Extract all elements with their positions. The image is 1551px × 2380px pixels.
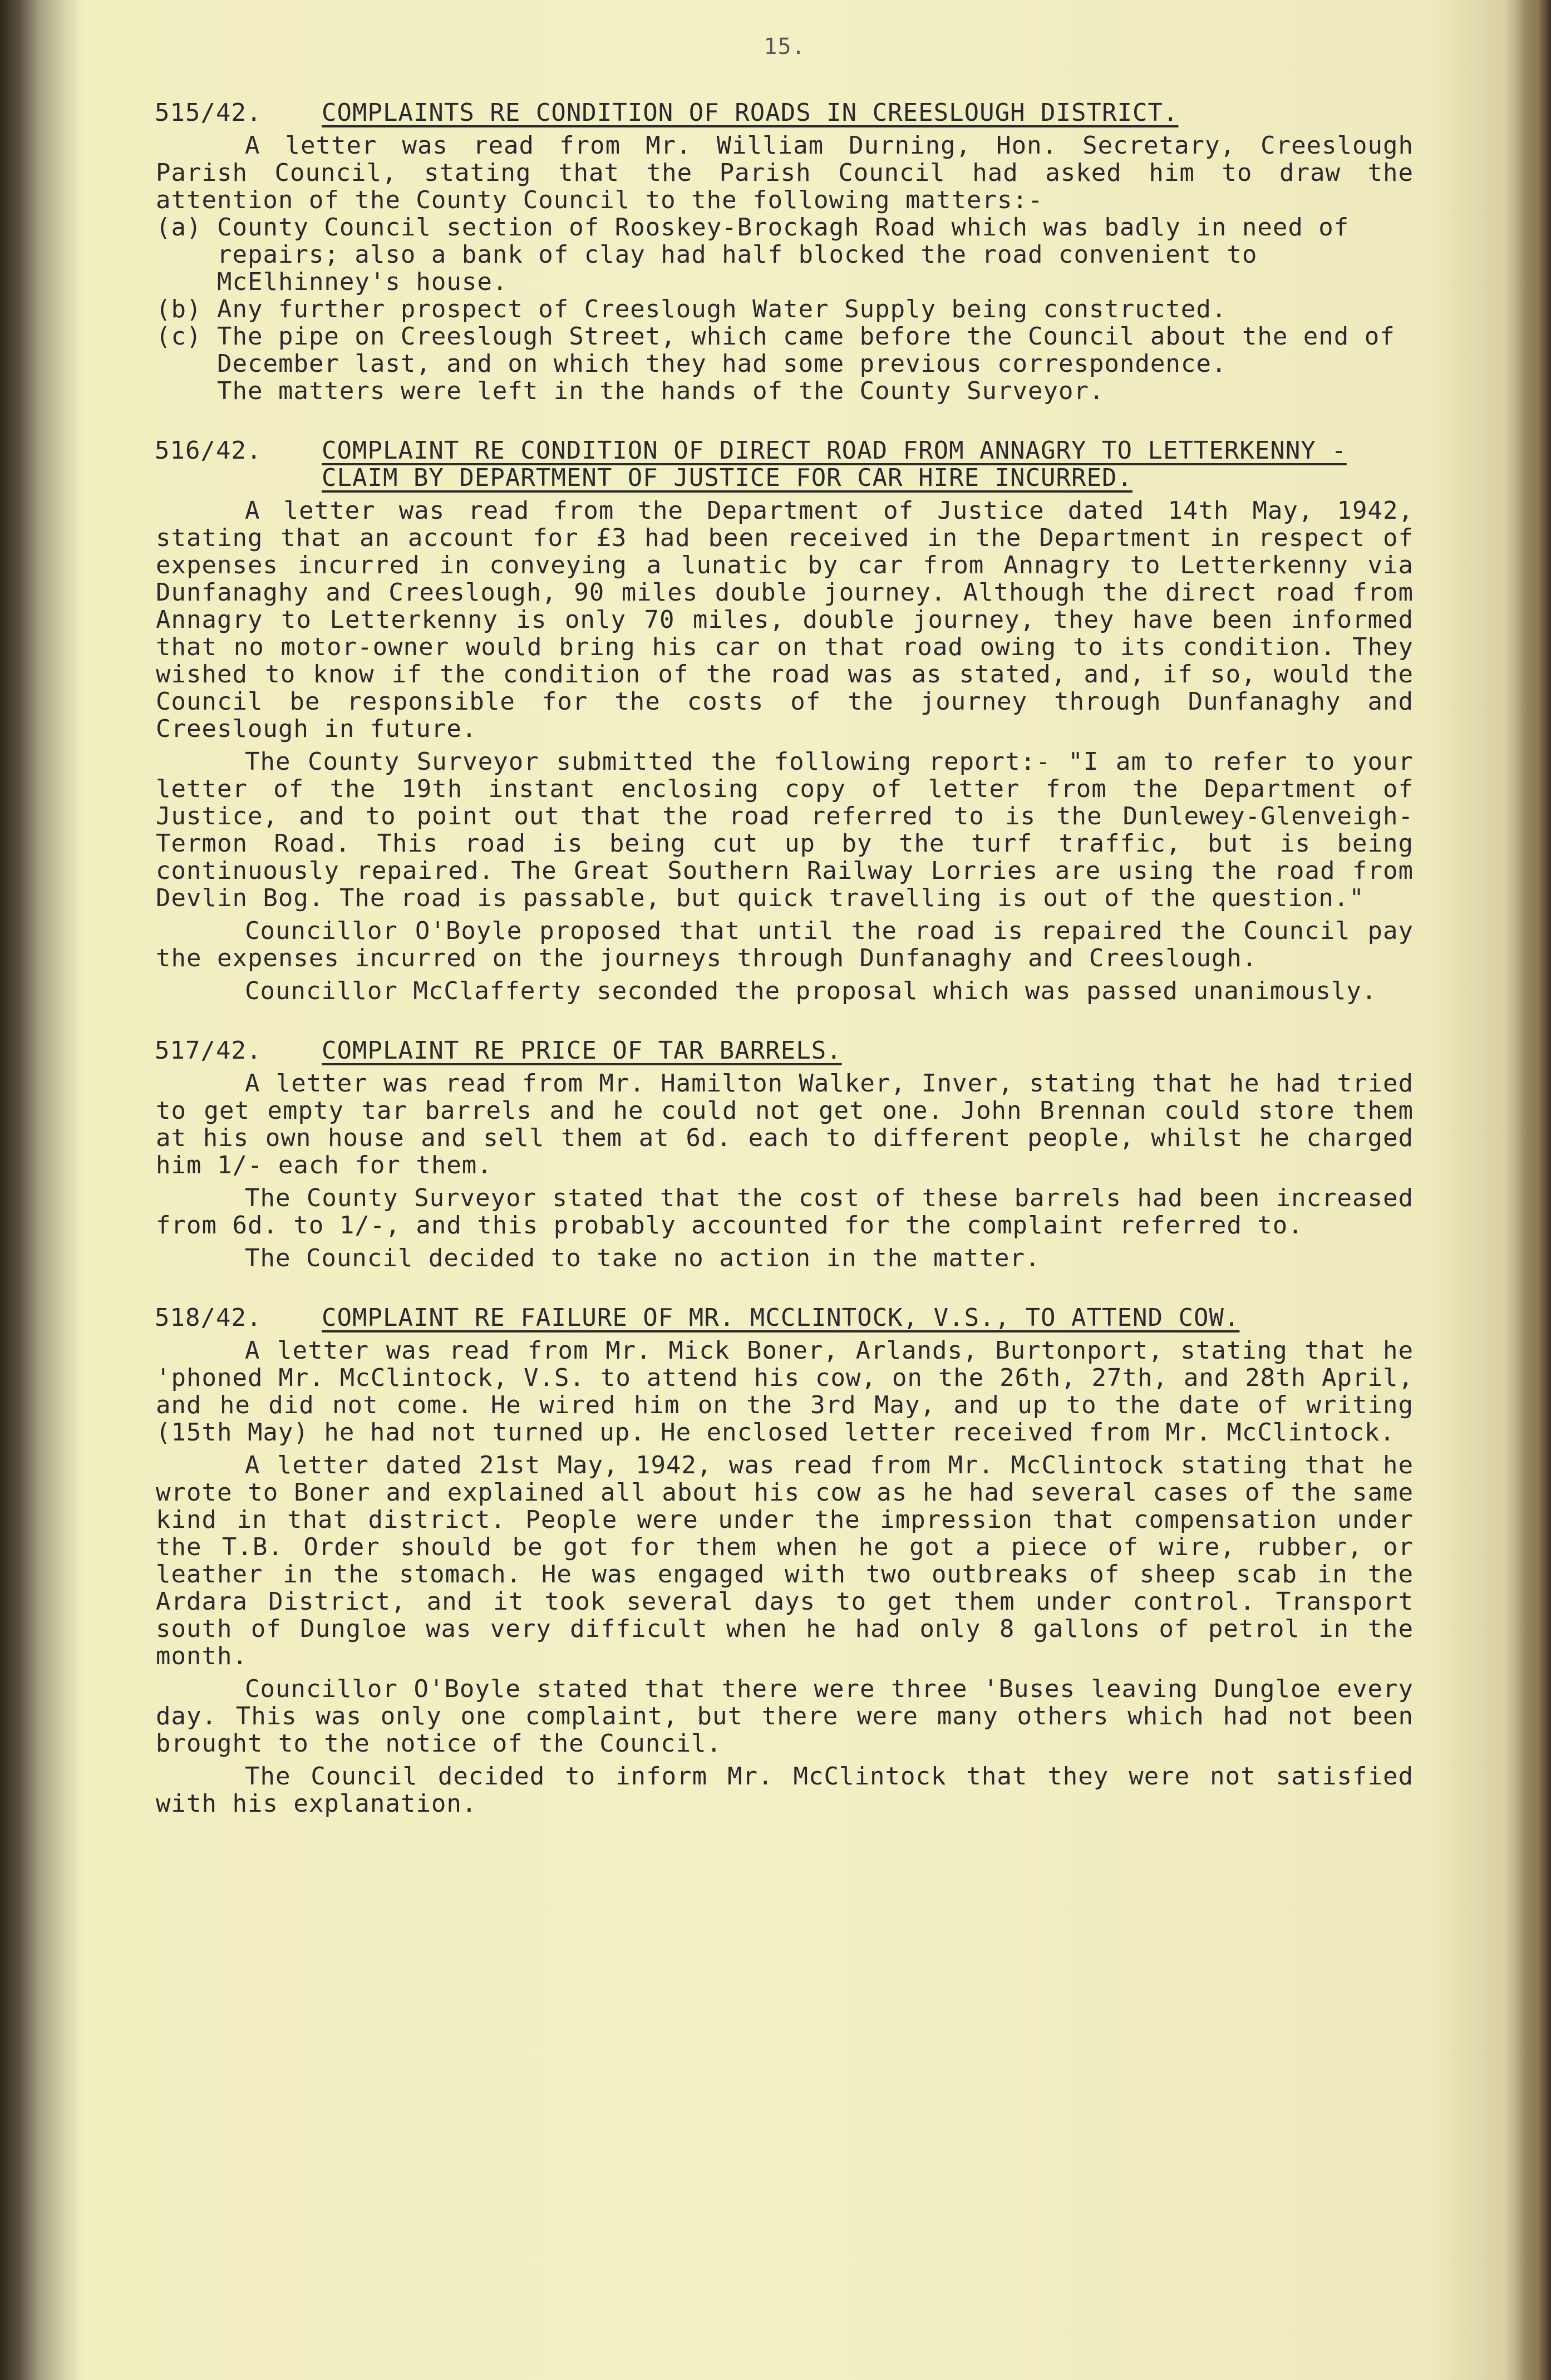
list-item xyxy=(156,323,1414,377)
item-title: COMPLAINTS RE CONDITION OF ROADS IN CREESLOUGH DISTRICT. xyxy=(322,99,1179,127)
list-marker: (c) xyxy=(156,322,202,351)
list-marker: (a) xyxy=(156,213,202,242)
item-paragraph: The Council decided to inform Mr. McClintock that they were not satisfied with his explanation. xyxy=(156,1762,1414,1818)
item-paragraph: Councillor McClafferty seconded the proposal which was passed unanimously. xyxy=(245,977,1377,1005)
item-heading xyxy=(156,99,1414,126)
item-heading xyxy=(156,1304,1414,1331)
list-item xyxy=(156,296,1414,323)
list-item xyxy=(156,214,1414,296)
item-paragraph: The Council decided to take no action in the matter. xyxy=(245,1244,1041,1272)
item-paragraph: The County Surveyor stated that the cost of these barrels had been increased from 6d. to 1/-, and this probably accounted for the complaint referred to. xyxy=(156,1184,1414,1240)
item-paragraph: A letter was read from Mr. William Durning, Hon. Secretary, Creeslough Parish Council, stating that the Parish Council had asked him to draw the attention of the County Council to the following matters:- xyxy=(156,131,1414,214)
item-title: COMPLAINT RE CONDITION OF DIRECT ROAD FROM ANNAGRY TO LETTERKENNY - CLAIM BY DEPARTMENT OF JUSTICE FOR CAR HIRE INCURRED. xyxy=(322,436,1347,492)
item-heading xyxy=(156,1037,1414,1064)
minute-item-516 xyxy=(156,437,1414,1005)
item-title: COMPLAINT RE PRICE OF TAR BARRELS. xyxy=(322,1036,842,1065)
item-number: 518/42. xyxy=(155,1304,262,1332)
item-paragraph: A letter dated 21st May, 1942, was read from Mr. McClintock stating that he wrote to Boner and explained all about his cow as he had several cases of the same kind in that district. People were under the impression that compensation under the T.B. Order should be got for them when he got a piece of wire, rubber, or leather in the stomach. He was engaged with two outbreaks of sheep scab in the Ardara District, and it took several days to get them under control. Transport south of Dungloe was very difficult when he had only 8 gallons of petrol in the month. xyxy=(156,1451,1414,1670)
minute-item-518 xyxy=(156,1304,1414,1817)
item-number: 516/42. xyxy=(155,436,262,465)
item-paragraph: A letter was read from Mr. Mick Boner, Arlands, Burtonport, stating that he 'phoned Mr. McClintock, V.S. to attend his cow, on the 26th, 27th, and 28th April, and he did not come. He wired him on the 3rd May, and up to the date of writing (15th May) he had not turned up. He enclosed letter received from Mr. McClintock. xyxy=(156,1336,1414,1447)
list-text: Any further prospect of Creeslough Water Supply being constructed. xyxy=(217,295,1227,323)
minute-item-515 xyxy=(156,99,1414,405)
minute-item-517 xyxy=(156,1037,1414,1272)
page-edge-shadow xyxy=(1518,0,1551,2380)
list-text: The pipe on Creeslough Street, which came before the Council about the end of December last, and on which they had some previous correspondence. xyxy=(217,322,1395,378)
book-binding-shadow xyxy=(0,0,78,2380)
item-paragraph: The County Surveyor submitted the following report:- "I am to refer to your letter of the 19th instant enclosing copy of letter from the Department of Justice, and to point out that the road referred to is the Dunlewey-Glenveigh-Termon Road. This road is being cut up by the turf traffic, but is being continuously repaired. The Great Southern Railway Lorries are using the road from Devlin Bog. The road is passable, but quick travelling is out of the question." xyxy=(156,748,1414,912)
item-number: 515/42. xyxy=(155,99,262,127)
item-closing: The matters were left in the hands of the County Surveyor. xyxy=(217,377,1105,405)
item-title: COMPLAINT RE FAILURE OF MR. MCCLINTOCK, V.S., TO ATTEND COW. xyxy=(322,1304,1240,1332)
minutes-text xyxy=(156,33,1414,1817)
item-heading xyxy=(156,437,1414,491)
item-paragraph: Councillor O'Boyle stated that there were three 'Buses leaving Dungloe every day. This was only one complaint, but there were many others which had not been brought to the notice of the Council. xyxy=(156,1675,1414,1758)
item-paragraph: A letter was read from Mr. Hamilton Walker, Inver, stating that he had tried to get empty tar barrels and he could not get one. John Brennan could store them at his own house and sell them at 6d. each to different people, whilst he charged him 1/- each for them. xyxy=(156,1069,1414,1179)
page-number: 15. xyxy=(764,34,806,60)
item-paragraph: A letter was read from the Department of Justice dated 14th May, 1942, stating that an account for £3 had been received in the Department in respect of expenses incurred in conveying a lunatic by car from Annagry to Letterkenny via Dunfanaghy and Creeslough, 90 miles double journey. Although the direct road from Annagry to Letterkenny is only 70 miles, double journey, they have been informed that no motor-owner would bring his car on that road owing to its condition. They wished to know if the condition of the road was as stated, and, if so, would the Council be responsible for the costs of the journey through Dunfanaghy and Creeslough in future. xyxy=(156,496,1414,743)
list-marker: (b) xyxy=(156,295,202,323)
matters-list xyxy=(156,214,1414,377)
item-number: 517/42. xyxy=(155,1036,262,1065)
item-paragraph: Councillor O'Boyle proposed that until the road is repaired the Council pay the expenses incurred on the journeys through Dunfanaghy and Creeslough. xyxy=(156,917,1414,972)
list-text: County Council section of Rooskey-Brockagh Road which was badly in need of repairs; also a bank of clay had half blocked the road convenient to McElhinney's house. xyxy=(217,213,1350,296)
